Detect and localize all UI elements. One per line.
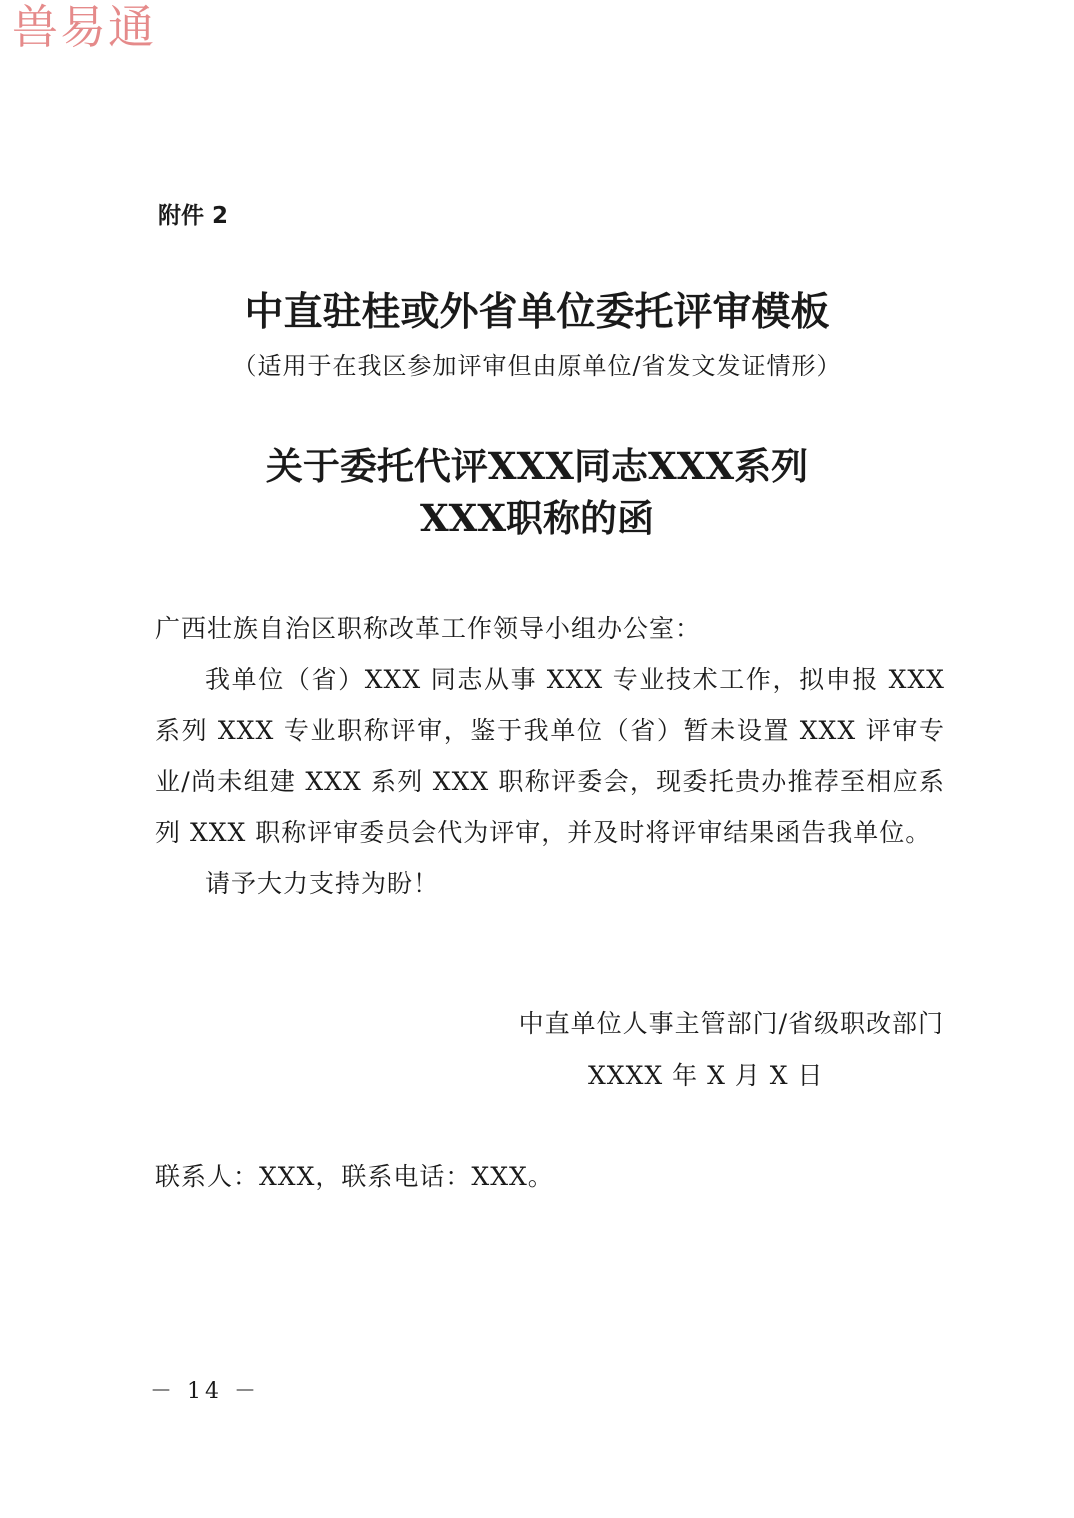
- letter-title-line-1: 关于委托代评XXX同志XXX系列: [265, 444, 809, 488]
- signer: 中直单位人事主管部门/省级职改部门: [518, 1009, 944, 1038]
- attachment-label: 附件 2: [158, 203, 229, 229]
- template-title: 中直驻桂或外省单位委托评审模板: [244, 290, 830, 335]
- body-paragraph-request: 我单位（省）XXX 同志从事 XXX 专业技术工作，拟申报 XXX 系列 XXX 专业职称评审，鉴于我单位（省）暂未设置 XXX 评审专业/尚未组建 XXX 系列 XXX 职称评委会，现委托贵办推荐至相应系列 XXX 职称评审委员会代为评审，并及时将评审结果函告我单位。: [155, 665, 945, 847]
- contact-info: 联系人：XXX，联系电话：XXX。: [155, 1162, 554, 1191]
- template-subtitle: （适用于在我区参加评审但由原单位/省发文发证情形）: [232, 352, 842, 380]
- letter-title-line-2: XXX职称的函: [419, 496, 655, 540]
- watermark-logo: 兽易通: [12, 0, 156, 54]
- letter-date: XXXX 年 X 月 X 日: [588, 1061, 824, 1090]
- salutation: 广西壮族自治区职称改革工作领导小组办公室：: [155, 614, 702, 643]
- body-paragraph-closing: 请予大力支持为盼！: [205, 869, 440, 898]
- page-number: － 14 －: [150, 1379, 260, 1404]
- letter-body: [155, 603, 945, 909]
